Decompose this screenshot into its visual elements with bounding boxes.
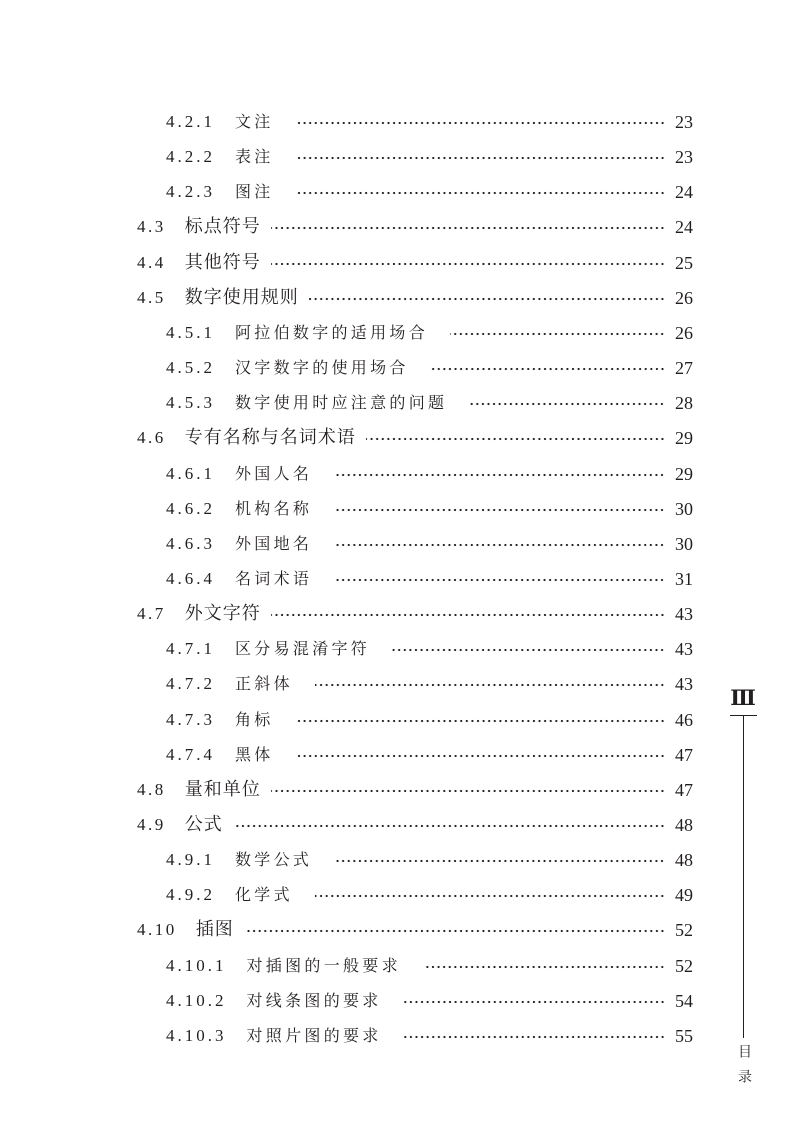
toc-subsection-entry — [166, 107, 693, 137]
toc-entry-page: 52 — [675, 920, 693, 941]
toc-entry-title: 量和单位 — [184, 778, 261, 800]
toc-dot-leader — [366, 437, 665, 441]
toc-entry-number: 4.9.2 — [166, 885, 215, 905]
toc-dot-leader — [423, 965, 665, 969]
toc-entry-title: 黑体 — [235, 744, 274, 764]
toc-entry-number: 4.10.1 — [166, 955, 227, 975]
toc-dot-leader — [334, 508, 665, 512]
toc-section-entry — [137, 810, 693, 840]
toc-entry-number: 4.2.2 — [166, 147, 215, 167]
section-label-vertical: 目录 — [736, 1044, 752, 1094]
toc-subsection-entry — [166, 986, 693, 1016]
toc-entry-page: 43 — [675, 639, 693, 660]
toc-entry-number: 4.5.1 — [166, 322, 215, 342]
toc-entry-number: 4.5.3 — [166, 393, 215, 413]
toc-entry-page: 23 — [675, 147, 693, 168]
toc-entry-title: 表注 — [235, 147, 274, 167]
toc-entry-title: 数学公式 — [235, 850, 313, 870]
toc-subsection-entry — [166, 494, 693, 524]
toc-subsection-entry — [166, 669, 693, 699]
toc-subsection-entry — [166, 388, 693, 418]
toc-entry-number: 4.10.2 — [166, 990, 227, 1010]
toc-entry-title: 汉字数字的使用场合 — [235, 358, 409, 378]
toc-entry-title: 外国人名 — [235, 463, 313, 483]
toc-subsection-entry — [166, 845, 693, 875]
toc-entry-number: 4.6.1 — [166, 463, 215, 483]
toc-entry-title: 公式 — [184, 814, 223, 835]
toc-entry-page: 26 — [675, 322, 693, 343]
toc-entry-page: 29 — [675, 428, 693, 449]
toc-subsection-entry — [166, 634, 693, 664]
toc-subsection-entry — [166, 564, 693, 594]
toc-entry-number: 4.7 — [137, 604, 166, 624]
toc-dot-leader — [469, 402, 665, 406]
toc-dot-leader — [271, 613, 665, 617]
toc-entry-number: 4.9 — [137, 815, 166, 834]
toc-entry-number: 4.3 — [137, 217, 166, 237]
toc-entry-title: 角标 — [235, 709, 274, 729]
toc-dot-leader — [244, 929, 665, 933]
toc-dot-leader — [296, 754, 665, 758]
toc-dot-leader — [404, 1000, 665, 1004]
toc-dot-leader — [315, 894, 665, 898]
toc-dot-leader — [271, 262, 665, 266]
toc-subsection-entry — [166, 1021, 693, 1051]
toc-entry-title: 阿拉伯数字的适用场合 — [235, 322, 429, 342]
toc-entry-number: 4.7.1 — [166, 639, 215, 659]
toc-entry-number: 4.2.1 — [166, 112, 215, 131]
toc-dot-leader — [431, 367, 665, 371]
toc-dot-leader — [404, 1035, 665, 1039]
toc-dot-leader — [392, 648, 665, 652]
toc-entry-number: 4.5.2 — [166, 358, 215, 378]
toc-entry-title: 对插图的一般要求 — [246, 955, 401, 975]
toc-dot-leader — [296, 121, 665, 125]
toc-entry-number: 4.10 — [137, 920, 177, 940]
toc-entry-number: 4.6.2 — [166, 498, 215, 518]
toc-entry-number: 4.6.4 — [166, 568, 215, 588]
toc-dot-leader — [334, 473, 665, 477]
toc-entry-page: 24 — [675, 217, 693, 238]
toc-entry-number: 4.2.3 — [166, 182, 215, 202]
toc-entry-number: 4.10.3 — [166, 1025, 227, 1045]
toc-subsection-entry — [166, 318, 693, 348]
toc-entry-title: 数字使用规则 — [184, 286, 299, 308]
toc-entry-page: 28 — [675, 393, 693, 414]
toc-entry-title: 机构名称 — [235, 498, 313, 518]
page-number-roman: Ⅲ — [730, 686, 756, 710]
toc-entry-title: 对线条图的要求 — [246, 990, 382, 1010]
toc-entry-number: 4.7.4 — [166, 744, 215, 764]
toc-entry-page: 54 — [675, 990, 693, 1011]
toc-dot-leader — [334, 859, 665, 863]
toc-entry-title: 区分易混淆字符 — [235, 639, 371, 659]
toc-dot-leader — [334, 543, 665, 547]
toc-subsection-entry — [166, 740, 693, 770]
toc-entry-number: 4.6 — [137, 428, 166, 448]
toc-entry-page: 55 — [675, 1025, 693, 1046]
toc-dot-leader — [450, 332, 665, 336]
toc-section-entry — [137, 283, 693, 313]
toc-section-entry — [137, 915, 693, 945]
toc-entry-title: 名词术语 — [235, 568, 313, 588]
toc-entry-page: 23 — [675, 112, 693, 132]
toc-dot-leader — [296, 156, 665, 160]
toc-entry-title: 图注 — [235, 182, 274, 202]
toc-entry-page: 25 — [675, 252, 693, 273]
toc-entry-number: 4.4 — [137, 252, 166, 272]
toc-entry-page: 24 — [675, 182, 693, 203]
toc-dot-leader — [271, 789, 665, 793]
toc-entry-number: 4.8 — [137, 779, 166, 799]
toc-subsection-entry — [166, 529, 693, 559]
toc-entry-title: 外文字符 — [184, 603, 261, 625]
toc-entry-number: 4.7.3 — [166, 709, 215, 729]
toc-entry-title: 文注 — [235, 112, 274, 131]
toc-entry-page: 47 — [675, 744, 693, 765]
toc-entry-page: 48 — [675, 815, 693, 835]
toc-entry-page: 47 — [675, 779, 693, 800]
toc-entry-title: 数字使用时应注意的问题 — [235, 393, 448, 413]
toc-entry-page: 29 — [675, 463, 693, 484]
toc-entry-page: 48 — [675, 850, 693, 871]
toc-subsection-entry — [166, 880, 693, 910]
toc-section-entry — [137, 212, 693, 242]
toc-entry-page: 46 — [675, 709, 693, 730]
toc-subsection-entry — [166, 951, 693, 981]
toc-section-entry — [137, 423, 693, 453]
toc-dot-leader — [309, 297, 665, 301]
toc-entry-number: 4.6.3 — [166, 533, 215, 553]
toc-section-entry — [137, 599, 693, 629]
toc-dot-leader — [271, 226, 665, 230]
toc-dot-leader — [296, 719, 665, 723]
toc-entry-page: 31 — [675, 568, 693, 589]
toc-subsection-entry — [166, 177, 693, 207]
toc-entry-title: 化学式 — [235, 885, 293, 905]
toc-dot-leader — [315, 683, 665, 687]
toc-entry-title: 标点符号 — [184, 216, 261, 238]
toc-entry-title: 专有名称与名词术语 — [184, 427, 356, 449]
toc-entry-number: 4.5 — [137, 287, 166, 307]
toc-subsection-entry — [166, 142, 693, 172]
toc-entry-page: 26 — [675, 287, 693, 308]
toc-entry-title: 插图 — [195, 919, 234, 941]
toc-entry-title: 正斜体 — [235, 674, 293, 694]
toc-entry-page: 30 — [675, 498, 693, 519]
toc-entry-number: 4.7.2 — [166, 674, 215, 694]
toc-dot-leader — [296, 191, 665, 195]
toc-entry-page: 30 — [675, 533, 693, 554]
toc-dot-leader — [334, 578, 665, 582]
toc-section-entry — [137, 775, 693, 805]
toc-section-entry — [137, 248, 693, 278]
toc-subsection-entry — [166, 353, 693, 383]
toc-entry-page: 49 — [675, 885, 693, 906]
toc-entry-number: 4.9.1 — [166, 850, 215, 870]
toc-entry-page: 43 — [675, 604, 693, 625]
toc-entry-title: 外国地名 — [235, 533, 313, 553]
margin-rule-vertical — [743, 715, 744, 1038]
toc-entry-page: 43 — [675, 674, 693, 695]
toc-entry-title: 对照片图的要求 — [246, 1025, 382, 1045]
toc-subsection-entry — [166, 705, 693, 735]
toc-entry-title: 其他符号 — [184, 251, 261, 273]
toc-entry-page: 52 — [675, 955, 693, 976]
toc-subsection-entry — [166, 459, 693, 489]
toc-entry-page: 27 — [675, 358, 693, 379]
toc-dot-leader — [233, 824, 665, 828]
